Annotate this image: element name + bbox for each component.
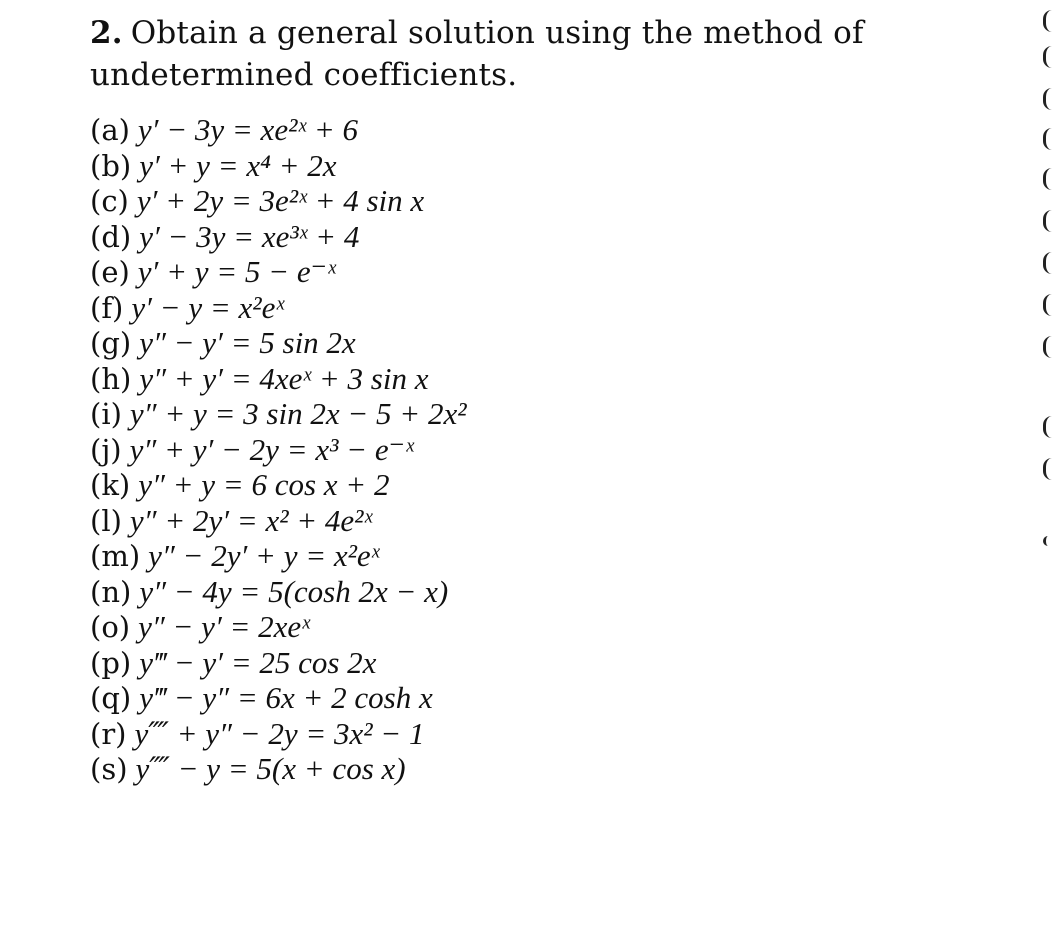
problem-equation: y‴ − y′ = 25 cos 2x	[139, 644, 377, 680]
exercise-heading	[90, 12, 1020, 96]
problem-label: (g)	[90, 326, 132, 360]
problem-equation: y″ + y′ = 4xeˣ + 3 sin x	[139, 360, 429, 396]
clipped-glyph	[1043, 168, 1052, 190]
problem-item	[90, 432, 467, 468]
clipped-glyph	[1043, 128, 1052, 150]
problem-label: (f)	[90, 290, 124, 325]
problem-item	[90, 290, 467, 326]
problem-equation: y′ − 3y = xe²ˣ + 6	[137, 112, 359, 147]
problem-label: (s)	[90, 752, 128, 786]
problem-label: (p)	[90, 645, 132, 680]
problem-equation: y⁗ + y″ − 2y = 3x² − 1	[134, 715, 425, 751]
problem-item	[90, 112, 467, 148]
problem-equation: y′ − y = x²eˣ	[131, 289, 285, 325]
problem-equation: y′ + y = 5 − e⁻ˣ	[137, 254, 336, 289]
problem-item	[90, 751, 467, 787]
problem-item	[90, 716, 467, 752]
clipped-glyph	[1043, 416, 1052, 438]
problem-equation: y″ − y′ = 2xeˣ	[138, 609, 310, 644]
problem-item	[90, 148, 467, 184]
exercise-instructions: Obtain a general solution using the method of undetermined coefficients.	[90, 15, 864, 93]
problem-label: (b)	[90, 148, 132, 183]
clipped-glyph	[1043, 10, 1052, 32]
problem-equation: y′ − 3y = xe³ˣ + 4	[139, 218, 360, 254]
problem-label: (h)	[90, 361, 132, 396]
problem-label: (r)	[90, 716, 127, 751]
clipped-next-line	[90, 923, 1050, 931]
problem-item	[90, 325, 467, 361]
problem-label: (k)	[90, 468, 131, 502]
problem-item	[90, 609, 467, 645]
problem-label: (n)	[90, 574, 132, 609]
clipped-glyph	[1043, 294, 1052, 316]
problem-item	[90, 538, 467, 574]
problem-equation: y′ + y = x⁴ + 2x	[139, 147, 337, 183]
problem-equation: y″ − 2y′ + y = x²eˣ	[148, 538, 380, 573]
clipped-glyph	[1043, 210, 1052, 232]
problem-equation: y″ + y′ − 2y = x³ − e⁻ˣ	[129, 431, 414, 467]
problem-label: (j)	[90, 432, 122, 467]
problem-item	[90, 503, 467, 539]
problem-item	[90, 574, 467, 610]
problem-label: (o)	[90, 610, 131, 644]
problem-item	[90, 219, 467, 255]
problem-item	[90, 396, 467, 432]
problem-equation: y″ + y = 3 sin 2x − 5 + 2x²	[129, 396, 467, 431]
clipped-glyph	[1043, 536, 1052, 546]
problem-label: (a)	[90, 113, 130, 147]
clipped-glyph	[1043, 336, 1052, 358]
clipped-glyph	[1043, 252, 1052, 274]
clipped-glyph	[1043, 88, 1052, 110]
clipped-glyph	[1043, 46, 1052, 68]
adjacent-column-edge	[1038, 0, 1052, 931]
problem-item	[90, 467, 467, 503]
problem-item	[90, 254, 467, 290]
problem-equation: y′ + 2y = 3e²ˣ + 4 sin x	[136, 183, 425, 218]
problem-label: (m)	[90, 539, 141, 573]
problem-item	[90, 361, 467, 397]
clipped-glyph	[1043, 458, 1052, 480]
problem-label: (d)	[90, 219, 132, 254]
problem-label: (e)	[90, 255, 130, 289]
problem-label: (q)	[90, 681, 132, 715]
problem-label: (l)	[90, 503, 122, 538]
problem-item	[90, 680, 467, 716]
problem-equation: y″ − 4y = 5(cosh 2x − x)	[139, 573, 449, 609]
exercise-number: 2.	[90, 15, 123, 51]
problem-list	[90, 112, 467, 787]
problem-item	[90, 645, 467, 681]
problem-equation: y″ + 2y′ = x² + 4e²ˣ	[129, 502, 373, 538]
problem-label: (c)	[90, 184, 129, 218]
problem-equation: y″ − y′ = 5 sin 2x	[139, 325, 356, 360]
problem-equation: y‴ − y″ = 6x + 2 cosh x	[139, 680, 433, 715]
problem-equation: y⁗ − y = 5(x + cos x)	[135, 751, 406, 786]
problem-item	[90, 183, 467, 219]
problem-equation: y″ + y = 6 cos x + 2	[138, 467, 390, 502]
problem-label: (i)	[90, 397, 122, 431]
